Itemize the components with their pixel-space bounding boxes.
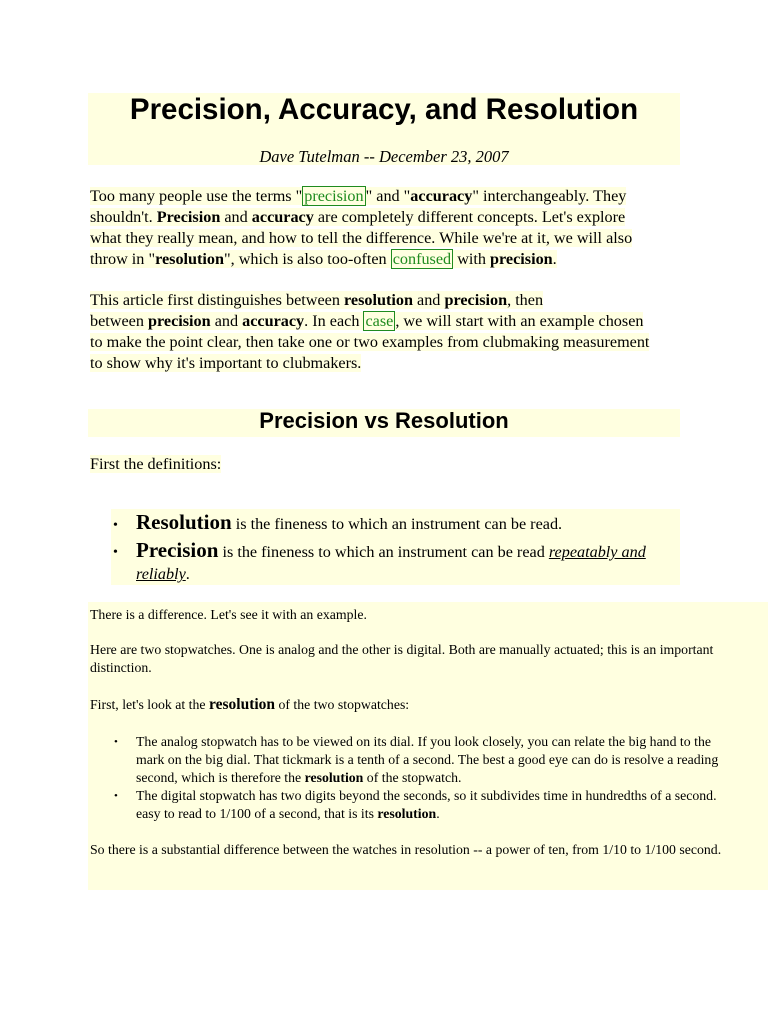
text: The analog stopwatch has to be viewed on its dial. If you look closely, you can relate the big hand to the [136,734,711,749]
definitions-intro [90,454,221,475]
digital-stopwatch-item [136,787,717,823]
text: , then [507,291,544,309]
bold-term: resolution [377,806,437,821]
definition-precision [136,539,646,585]
text: what they really mean, and how to tell the difference. While we're at it, we will also [90,229,633,247]
bold-term: accuracy [251,208,314,226]
text: are completely different concepts. Let's explore [313,208,626,226]
text: . In each [304,312,364,330]
bold-term: resolution [304,770,364,785]
text: of the stopwatch. [363,770,462,785]
text: and [412,291,445,309]
bold-term: accuracy [242,312,305,330]
text: distinction. [90,660,152,675]
text: to show why it's important to clubmakers. [90,354,362,372]
bullet-icon: • [113,545,118,560]
definition-resolution [136,512,562,535]
page-title: Precision, Accuracy, and Resolution [129,93,639,126]
text: of the two stopwatches: [275,697,410,712]
underlined-text: repeatably and [548,543,646,561]
text: . [436,806,440,821]
text: second, which is therefore the [136,770,305,785]
text: and [210,312,243,330]
text: Too many people use the terms " [90,187,303,205]
text: easy to read to 1/100 of a second, that is its [136,806,378,821]
text: Here are two stopwatches. One is analog and the other is digital. Both are manually actuated; this is an important [90,642,714,657]
text: " interchangeably. They [472,187,627,205]
text: throw in " [90,250,156,268]
text: mark on the big dial. That tickmark is a tenth of a second. The best a good eye can do is resolve a reading [136,752,719,767]
confused-link[interactable]: confused [392,250,452,268]
bullet-icon: • [113,518,118,533]
text: . [552,250,557,268]
bold-term: resolution [155,250,225,268]
analog-stopwatch-item [136,733,718,787]
intro-paragraph-2 [90,290,649,374]
bullet-icon: • [114,736,118,748]
text: First the definitions: [90,455,222,473]
bold-term: resolution [344,291,413,309]
text: , we will start with an example chosen [395,312,644,330]
example-sentence-2 [90,641,713,677]
text: shouldn't. [90,208,157,226]
underlined-text: reliably [136,565,186,583]
term: Precision [136,538,219,562]
text: " and " [365,187,411,205]
intro-paragraph-1 [90,186,632,270]
example-sentence-3 [90,696,409,714]
bullet-icon: • [114,790,118,802]
text: to make the point clear, then take one or two examples from clubmaking measurement [90,333,650,351]
text: is the fineness to which an instrument can be read. [231,515,563,533]
precision-link[interactable]: precision [304,187,364,205]
term: Resolution [136,510,232,534]
text: is the fineness to which an instrument can be read [218,543,549,561]
text: First, let's look at the [90,697,209,712]
text: . [185,565,190,583]
example-sentence-1: There is a difference. Let's see it with an example. [90,607,367,622]
text: This article first distinguishes between [90,291,344,309]
bold-term: resolution [209,696,276,713]
bold-term: precision [444,291,508,309]
byline: Dave Tutelman -- December 23, 2007 [259,147,509,166]
text: ", which is also too-often [224,250,391,268]
example-sentence-4: So there is a substantial difference between the watches in resolution -- a power of ten, from 1/10 to 1/100 second. [90,842,722,857]
bold-term: precision [490,250,553,268]
case-link[interactable]: case [365,312,394,330]
text: with [453,250,491,268]
text: and [220,208,252,226]
section-heading: Precision vs Resolution [259,408,509,433]
bold-term: Precision [156,208,221,226]
bold-term: accuracy [410,187,473,205]
bold-term: precision [147,312,211,330]
text: The digital stopwatch has two digits beyond the seconds, so it subdivides time in hundredths of a second. [136,788,717,803]
text: between [90,312,148,330]
